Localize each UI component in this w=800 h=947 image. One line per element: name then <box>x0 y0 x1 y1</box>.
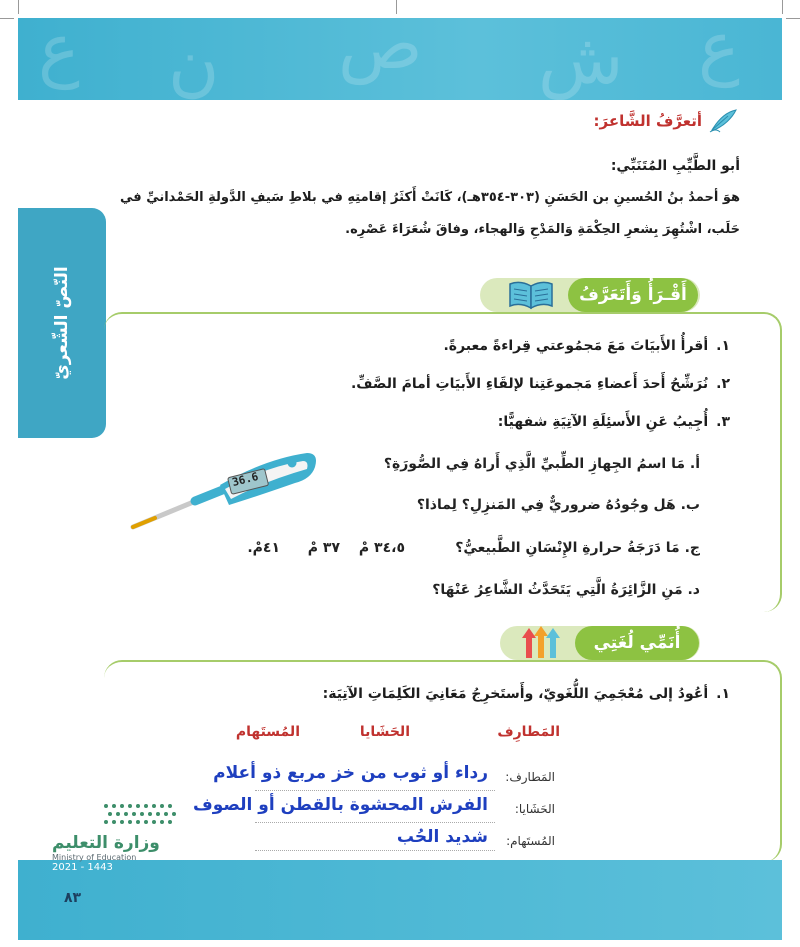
growth-arrows-icon <box>520 624 566 660</box>
word-hashaya: الحَشَايا <box>359 724 410 740</box>
read-item-2: ٢.نُرَشِّحُ أَحدَ أَعضاءِ مَجموعَتِنا لإلقَاءِ الأَبيَاتِ أمامَ الصَّفِّ. <box>350 376 730 392</box>
language-item-1: ١.أعُودُ إلى مُعْجَمِيَ اللُّغَويّ، وأَستَخرِجُ مَعَانِيَ الكَلِمَاتِ الآتِيَة: <box>322 686 730 702</box>
calligraphy-decoration: ص <box>338 18 423 85</box>
read-item-3: ٣.أُجِيبُ عَنِ الأَسئِلَةِ الآتِيَةِ شفهيًّا: <box>497 414 730 430</box>
read-item-1: ١.أقرأُ الأَبيَاتَ مَعَ مَجمُوعتي قِراءةً معبرةً. <box>443 338 730 354</box>
calligraphy-decoration: ع <box>38 18 80 90</box>
side-tab-label: النّصّ الشّعريّ <box>52 266 72 380</box>
answer-line <box>255 790 495 791</box>
answer-line <box>255 850 495 851</box>
word-mustaham: المُستَهام <box>235 724 300 740</box>
definition-value-3: شديد الحُب <box>396 827 488 847</box>
definition-label-3: المُستَهام: <box>506 834 555 848</box>
word-mataref: المَطارِف <box>497 724 560 740</box>
read-section-title: أَقْـرَأُ وَأَتَعَرَّفُ <box>568 278 698 312</box>
calligraphy-decoration: ع <box>698 18 740 88</box>
feather-icon <box>708 108 738 134</box>
question-c: ج. مَا دَرَجَةُ حرارةِ الإِنْسَانِ الطَّبيعيُّ؟ <box>455 540 700 556</box>
open-book-icon <box>508 280 554 310</box>
crop-mark <box>0 18 14 19</box>
top-banner <box>18 18 782 100</box>
ministry-logo <box>52 833 192 873</box>
poet-heading-text: أتعرَّفُ الشَّاعرَ: <box>593 112 702 130</box>
definition-label-2: الحَشَايا: <box>514 802 555 816</box>
edition-year: 2021 - 1443 <box>52 862 113 873</box>
question-b: ب. هَل وجُودُهُ ضروريٌّ فِي المَنزِلِ؟ لِماذا؟ <box>416 497 700 513</box>
poet-heading <box>594 108 738 134</box>
ministry-logo-icon <box>96 800 186 828</box>
page-number: ٨٣ <box>64 890 82 906</box>
poet-bio-line-2: حَلَب، اشْتُهِرَ بِشعرِ الحِكْمَةِ وَالمَدْحِ وَالهجاء، وفاقَ شُعَرَاءَ عَصْرِه. <box>345 222 740 237</box>
crop-mark <box>782 0 783 14</box>
question-a: أ. مَا اسمُ الجِهازِ الطِّبيِّ الَّذِي أَراهُ فِي الصُّورَةِ؟ <box>383 456 700 472</box>
thermometer-image <box>125 445 320 535</box>
question-d: د. مَنِ الزَّائِرَةُ الَّتِي يَتَحَدَّثُ الشَّاعِرُ عَنْهَا؟ <box>432 582 700 598</box>
definition-value-2: الفرش المحشوة بالقطن أو الصوف <box>192 795 488 815</box>
thermometer-reading: 36.6 <box>230 469 260 490</box>
crop-mark <box>18 0 19 14</box>
crop-mark <box>396 0 397 14</box>
language-section-title: أُنَمِّي لُغَتِي <box>575 626 699 660</box>
question-c-option-1: ٣٤،٥ مْ <box>358 540 405 556</box>
ministry-name-ar: وزارة التعليم <box>52 833 160 853</box>
poet-name: أبو الطَّيِّبِ المُتَنَبِّي: <box>610 158 740 174</box>
answer-line <box>255 822 495 823</box>
crop-mark <box>786 18 800 19</box>
definition-label-1: المَطارف: <box>505 770 555 784</box>
calligraphy-decoration: ش <box>538 18 624 100</box>
side-tab <box>18 208 106 438</box>
calligraphy-decoration: ن <box>168 23 220 100</box>
question-c-option-3: ٤١مْ. <box>247 540 280 556</box>
ministry-name-en: Ministry of Education <box>52 853 137 862</box>
question-c-option-2: ٣٧ مْ <box>307 540 340 556</box>
definition-value-1: رداء أو ثوب من خز مربع ذو أعلام <box>213 763 488 783</box>
poet-bio-line-1: هوَ أحمدُ بنُ الحُسينِ بن الحَسَنِ (٣٠٣-٣٥٤هـ)، كَانَتْ أَكثَرُ إقامتِهِ في بلاطِ سَيفِ الدَّولةِ الحَمْدانيِّ في <box>120 190 740 205</box>
